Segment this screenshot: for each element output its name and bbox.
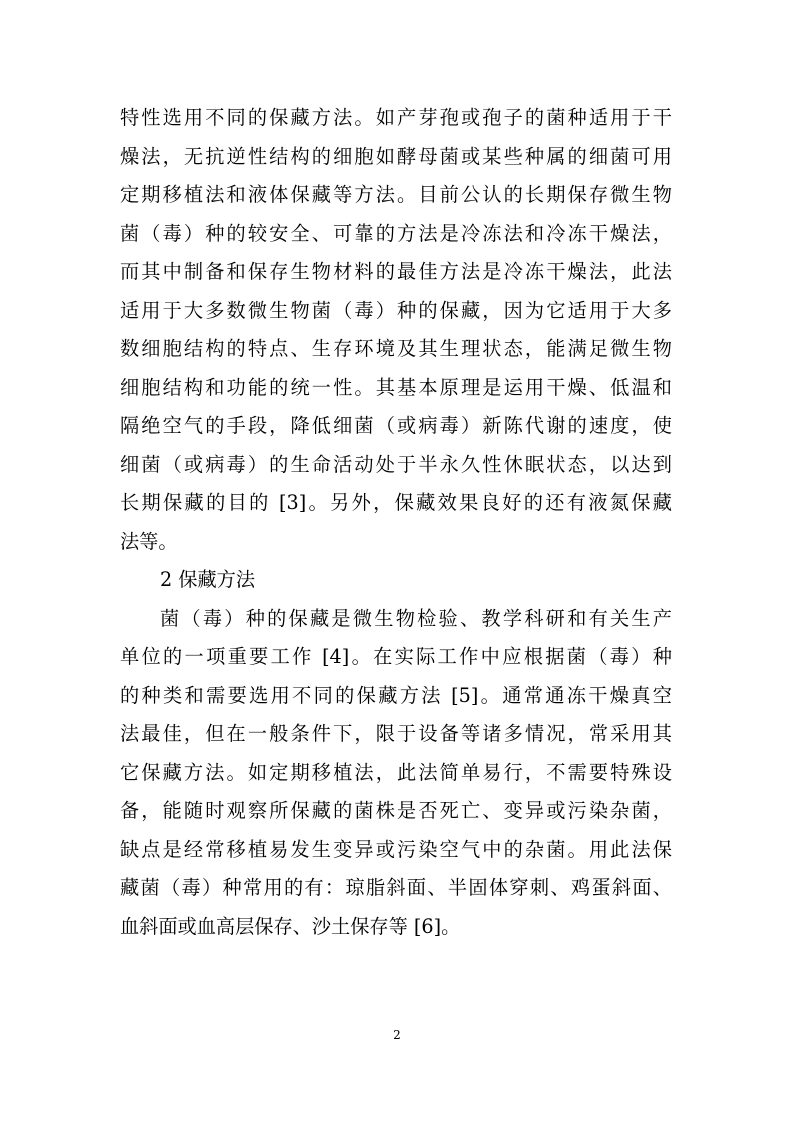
text-line: 血斜面或血高层保存、沙土保存等 [6]。 — [120, 914, 461, 938]
text-line: 备，能随时观察所保藏的菌株是否死亡、变异或污染杂菌， — [120, 799, 672, 822]
text-line: 特性选用不同的保藏方法。如产芽孢或孢子的菌种适用于干 — [120, 106, 672, 129]
text-line: 法等。 — [120, 529, 178, 553]
text-line: 定期移植法和液体保藏等方法。目前公认的长期保存微生物 — [120, 183, 672, 206]
paragraph-preservation-methods — [120, 600, 672, 947]
page-number: 2 — [393, 1028, 401, 1042]
text-line: 长期保藏的目的 [3]。另外，保藏效果良好的还有液氮保藏 — [120, 491, 672, 514]
text-line: 藏菌（毒）种常用的有：琼脂斜面、半固体穿刺、鸡蛋斜面、 — [120, 876, 672, 899]
section-heading: 2 保藏方法 — [160, 568, 256, 591]
text-line: 而其中制备和保存生物材料的最佳方法是冷冻干燥法，此法 — [120, 260, 672, 283]
text-line: 它保藏方法。如定期移植法，此法简单易行，不需要特殊设 — [120, 760, 672, 784]
text-line: 适用于大多数微生物菌（毒）种的保藏，因为它适用于大多 — [120, 298, 672, 322]
text-line: 细胞结构和功能的统一性。其基本原理是运用干燥、低温和 — [120, 375, 672, 399]
text-line: 菌（毒）种的保藏是微生物检验、教学科研和有关生产 — [160, 606, 672, 630]
body-text — [120, 99, 672, 946]
text-line: 燥法，无抗逆性结构的细胞如酵母菌或某些种属的细菌可用 — [120, 144, 672, 168]
text-line: 数细胞结构的特点、生存环境及其生理状态，能满足微生物 — [120, 337, 672, 360]
text-line: 缺点是经常移植易发生变异或污染空气中的杂菌。用此法保 — [120, 837, 672, 861]
text-line: 单位的一项重要工作 [4]。在实际工作中应根据菌（毒）种 — [120, 645, 672, 668]
text-line: 法最佳，但在一般条件下，限于设备等诸多情况，常采用其 — [120, 722, 672, 745]
text-line: 隔绝空气的手段，降低细菌（或病毒）新陈代谢的速度，使 — [120, 414, 672, 437]
text-line: 细菌（或病毒）的生命活动处于半永久性休眠状态，以达到 — [120, 452, 672, 476]
text-line: 菌（毒）种的较安全、可靠的方法是冷冻法和冷冻干燥法， — [120, 221, 672, 245]
text-line: 的种类和需要选用不同的保藏方法 [5]。通常通冻干燥真空 — [120, 683, 672, 707]
paragraph-preservation-methods-overview — [120, 99, 672, 561]
